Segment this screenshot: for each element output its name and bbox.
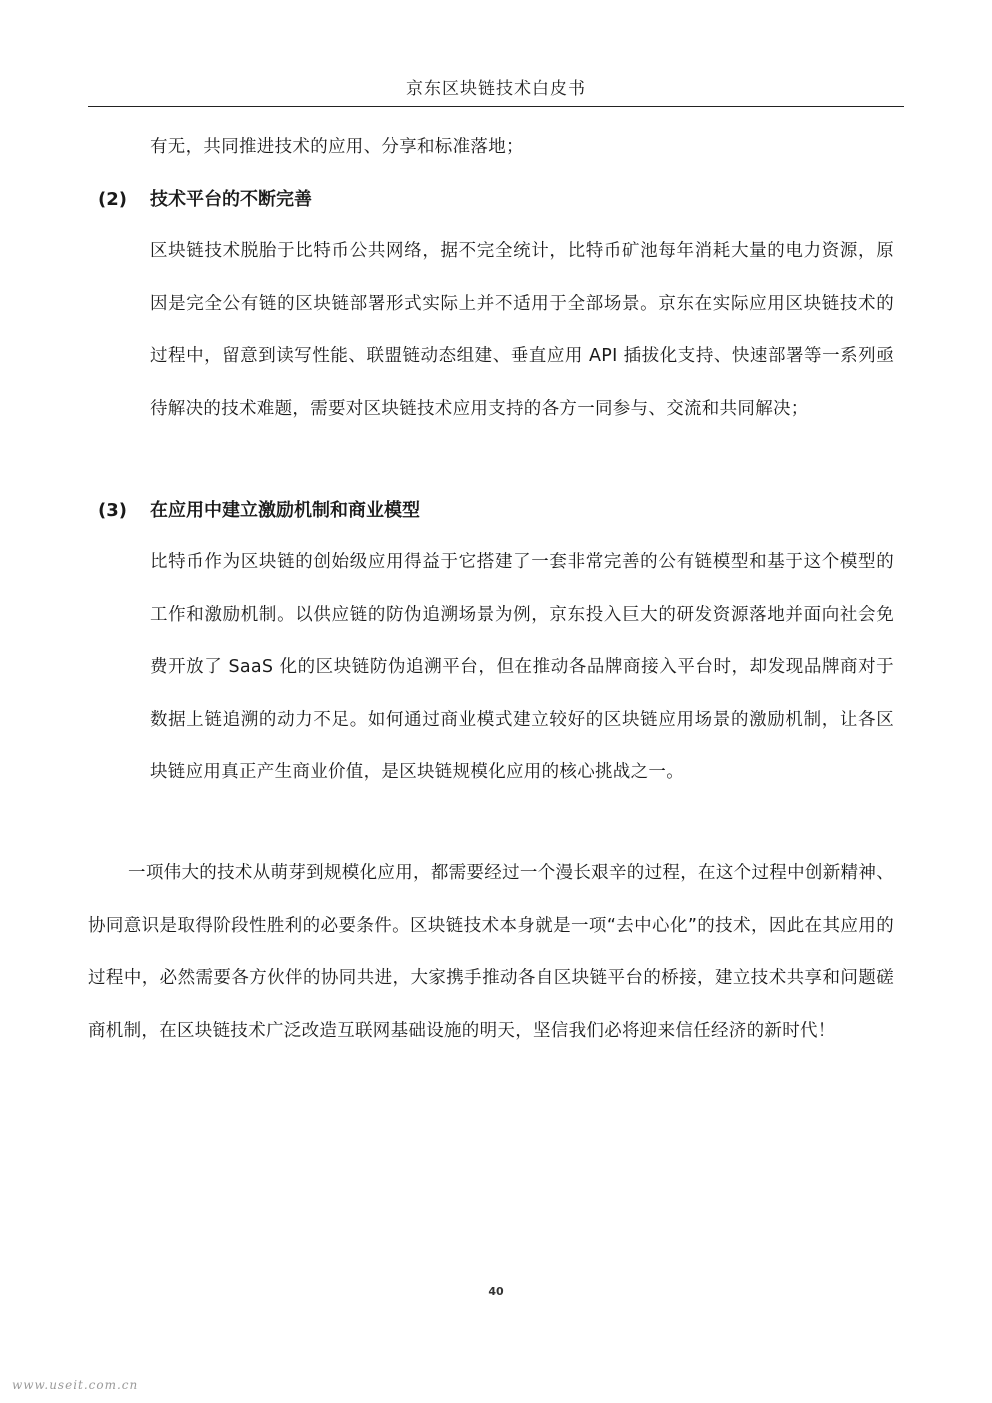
page-header — [88, 74, 904, 107]
section-heading-3 — [98, 496, 420, 526]
section-title: 技术平台的不断完善 — [150, 189, 312, 210]
section-number: (3) — [98, 500, 127, 521]
section-body-3: 比特币作为区块链的创始级应用得益于它搭建了一套非常完善的公有链模型和基于这个模型的工作和激励机制。以供应链的防伪追溯场景为例，京东投入巨大的研发资源落地并面向社会免费开放了 SaaS 化的区块链防伪追溯平台，但在推动各品牌商接入平台时，却发现品牌商对于数据上链追溯的动力不足。如何通过商业模式建立较好的区块链应用场景的激励机制，让各区块链应用真正产生商业价值，是区块链规模化应用的核心挑战之一。 — [150, 552, 894, 783]
section-number: (2) — [98, 189, 127, 210]
section-body-2: 区块链技术脱胎于比特币公共网络，据不完全统计，比特币矿池每年消耗大量的电力资源，原因是完全公有链的区块链部署形式实际上并不适用于全部场景。京东在实际应用区块链技术的过程中，留意到读写性能、联盟链动态组建、垂直应用 API 插拔化支持、快速部署等一系列亟待解决的技术难题，需要对区块链技术应用支持的各方一同参与、交流和共同解决； — [150, 241, 894, 419]
intro-paragraph: 有无，共同推进技术的应用、分享和标准落地； — [150, 137, 524, 157]
watermark-text: www.useit.com.cn — [12, 1378, 139, 1392]
section-title: 在应用中建立激励机制和商业模型 — [150, 500, 420, 521]
document-title: 京东区块链技术白皮书 — [406, 79, 586, 99]
page-number: 40 — [488, 1285, 504, 1298]
closing-paragraph: 一项伟大的技术从萌芽到规模化应用，都需要经过一个漫长艰辛的过程，在这个过程中创新精神、协同意识是取得阶段性胜利的必要条件。区块链技术本身就是一项“去中心化”的技术，因此在其应用的过程中，必然需要各方伙伴的协同共进，大家携手推动各自区块链平台的桥接，建立技术共享和问题磋商机制，在区块链技术广泛改造互联网基础设施的明天，坚信我们必将迎来信任经济的新时代！ — [88, 863, 894, 1041]
section-heading-2 — [98, 185, 312, 215]
